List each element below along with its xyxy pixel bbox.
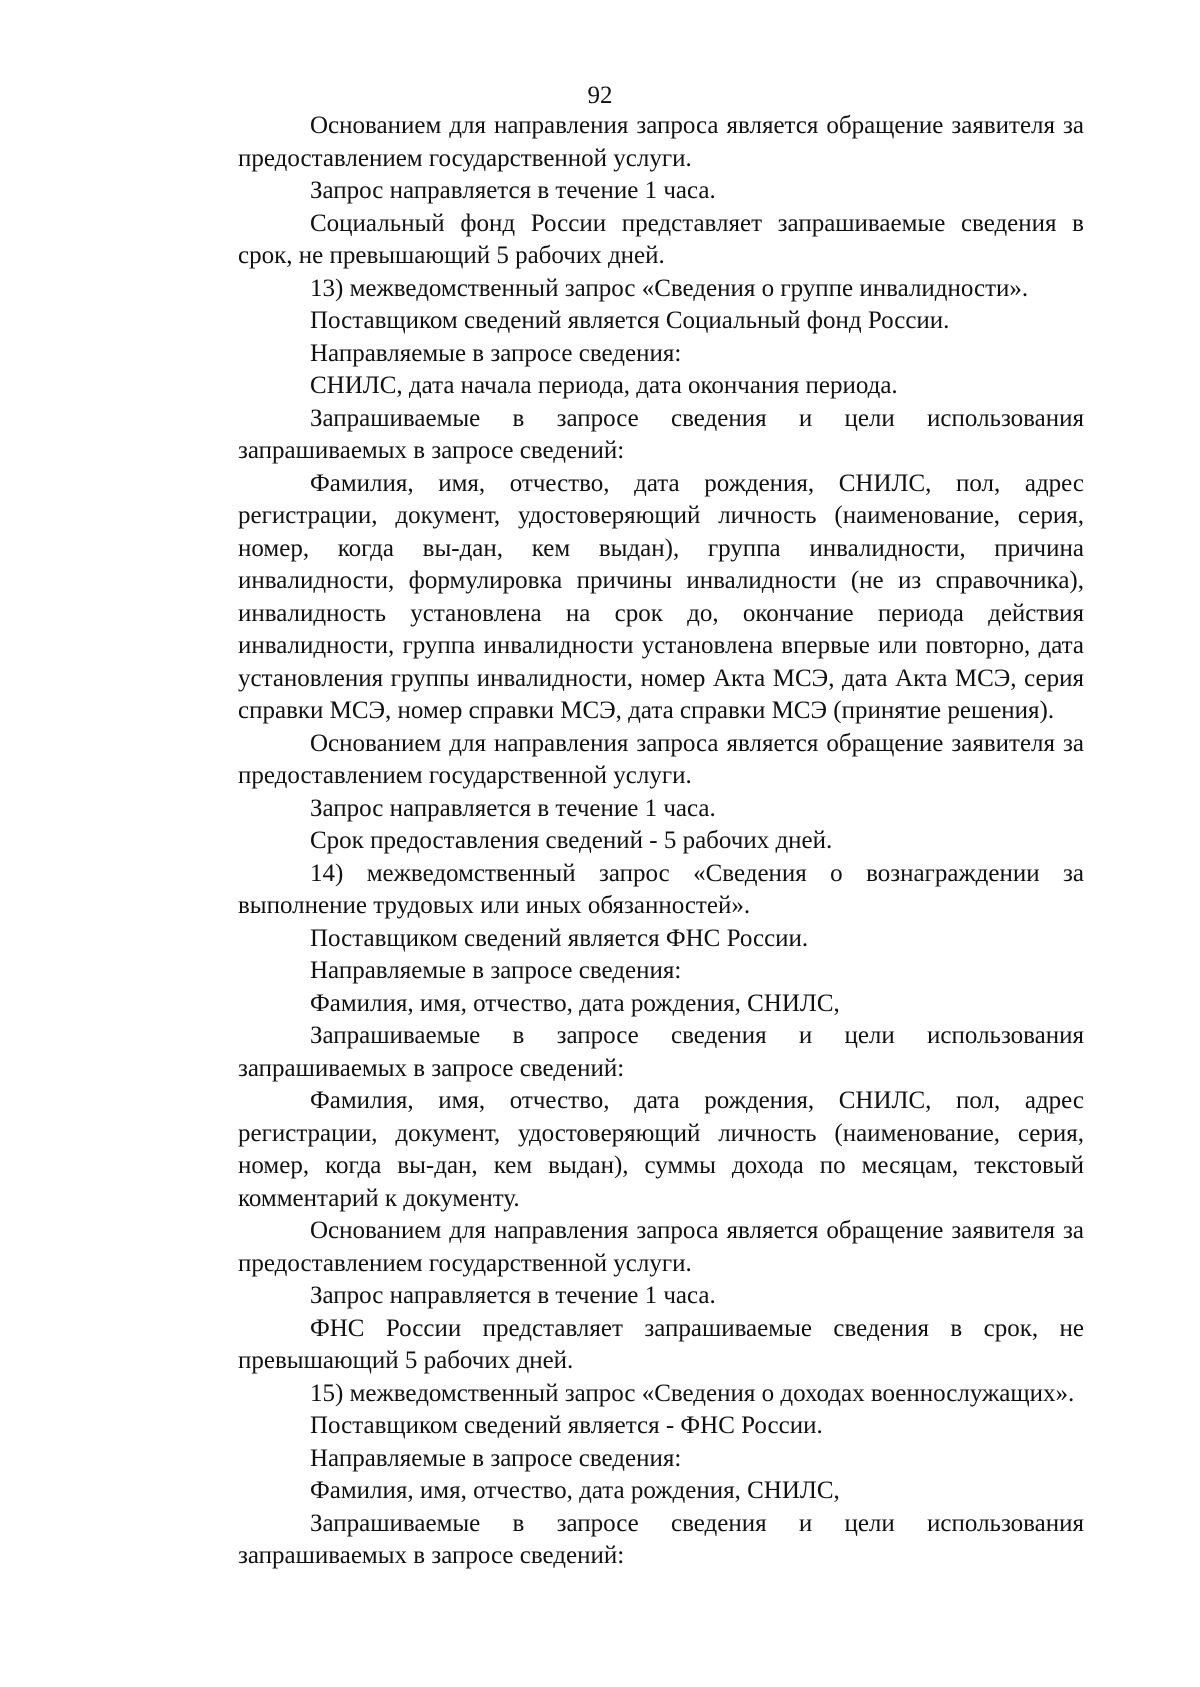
paragraph: Основанием для направления запроса является обращение заявителя за предоставлением государственной услуги. (238, 729, 1084, 789)
paragraph: Социальный фонд России представляет запрашиваемые сведения в срок, не превышающий 5 рабочих дней. (238, 209, 1084, 269)
paragraph: Запрос направляется в течение 1 часа. (310, 177, 716, 204)
paragraph: СНИЛС, дата начала периода, дата окончания периода. (310, 372, 898, 399)
page-number: 92 (587, 82, 613, 109)
paragraph: Запрашиваемые в запросе сведения и цели использования запрашиваемых в запросе сведений: (238, 1509, 1084, 1569)
paragraph: Направляемые в запросе сведения: (310, 957, 682, 984)
paragraph: Основанием для направления запроса является обращение заявителя за предоставлением государственной услуги. (238, 1217, 1084, 1277)
document-body (238, 110, 1084, 1573)
paragraph: Запрос направляется в течение 1 часа. (310, 1282, 716, 1309)
paragraph: ФНС России представляет запрашиваемые сведения в срок, не превышающий 5 рабочих дней. (238, 1314, 1084, 1374)
paragraph: Направляемые в запросе сведения: (310, 1444, 682, 1472)
paragraph: Запрашиваемые в запросе сведения и цели использования запрашиваемых в запросе сведений: (238, 404, 1084, 464)
paragraph: 13) межведомственный запрос «Сведения о группе инвалидности». (310, 274, 1029, 302)
paragraph: Срок предоставления сведений - 5 рабочих дней. (310, 827, 833, 854)
paragraph: Поставщиком сведений является - ФНС России. (310, 1412, 823, 1439)
paragraph: Фамилия, имя, отчество, дата рождения, СНИЛС, пол, адрес регистрации, документ, удостоверяющий личность (наименование, серия, номер, когда вы-дан, кем выдан), суммы дохода по месяцам, текстовый комментарий к документу. (238, 1087, 1084, 1212)
paragraph: Основанием для направления запроса является обращение заявителя за предоставлением государственной услуги. (238, 112, 1084, 172)
paragraph: Направляемые в запросе сведения: (310, 339, 682, 367)
paragraph: Поставщиком сведений является Социальный фонд России. (310, 307, 950, 334)
paragraph: 14) межведомственный запрос «Сведения о вознаграждении за выполнение трудовых или иных обязанностей». (238, 859, 1084, 919)
paragraph: 15) межведомственный запрос «Сведения о доходах военнослужащих». (310, 1379, 1075, 1407)
paragraph: Фамилия, имя, отчество, дата рождения, СНИЛС, (310, 1477, 840, 1504)
paragraph: Поставщиком сведений является ФНС России. (310, 924, 809, 952)
paragraph: Фамилия, имя, отчество, дата рождения, СНИЛС, (310, 989, 840, 1017)
paragraph: Фамилия, имя, отчество, дата рождения, СНИЛС, пол, адрес регистрации, документ, удостоверяющий личность (наименование, серия, номер, когда вы-дан, кем выдан), группа инвалидности, причина инвалидности, формулировка причины инвалидности (не из справочника), инвалидность установлена на срок до, окончание периода действия инвалидности, группа инвалидности установлена впервые или повторно, дата установления группы инвалидности, номер Акта МСЭ, дата Акта МСЭ, серия справки МСЭ, номер справки МСЭ, дата справки МСЭ (принятие решения). (238, 469, 1084, 724)
paragraph: Запрашиваемые в запросе сведения и цели использования запрашиваемых в запросе сведений: (238, 1022, 1084, 1082)
paragraph: Запрос направляется в течение 1 часа. (310, 794, 716, 822)
